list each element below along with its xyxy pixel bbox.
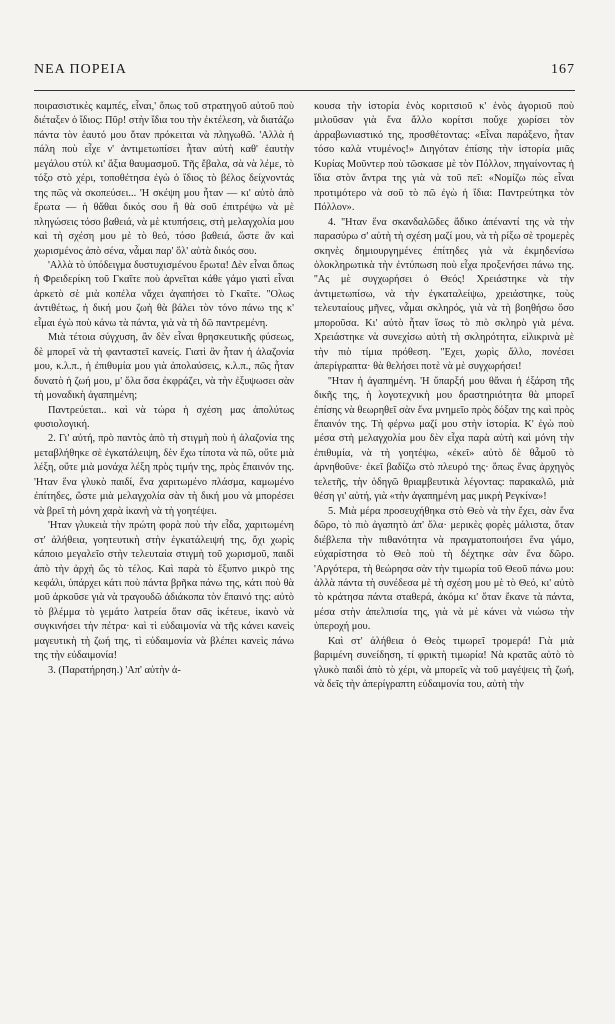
right-column <box>314 100 574 693</box>
header-rule <box>34 90 575 91</box>
paragraph: Καὶ στ' ἀλήθεια ὁ Θεὸς τιμωρεῖ τρομερά! Γιὰ μιὰ βαριμένη συνείδηση, τί φρικτὴ τιμωρία! Νὰ κρατᾶς αὐτὸ τὸ γλυκὸ παιδὶ ἀπὸ τὸ χέρι, νὰ μπορεῖς νὰ τοῦ μαγέψεις τὴ ζωή, νὰ δεῖς τὴν ἀπερίγραπτη εὐδαιμονία του, αὐτὴ τὴν <box>314 635 574 691</box>
paragraph: Μιὰ τέτοια σύγχυση, ἂν δὲν εἶναι θρησκευτικῆς φύσεως, δὲ μπορεῖ νὰ τὴ φανταστεῖ κανείς. Γιατὶ ἂν ἦταν ἡ ἀλαζονία μου, κ.λ.π., ἡ ἐπιθυμία μου γιὰ ἀπολαύσεις, κ.λ.π., πῶς ἦταν δυνατὸ ἡ ζωή μου, μ' ὅλα ὅσα ἐκφράζει, νὰ τὴν ἐξυψωσει σὰν τὴ μοναδικὴ ἀγαπημένη; <box>34 332 294 402</box>
paragraph: 5. Μιὰ μέρα προσευχήθηκα στὸ Θεὸ νὰ τὴν ἔχει, σὰν ἕνα δῶρο, τὸ πιὸ ἀγαπητὸ ἀπ' ὅλα· μερικὲς φορὲς μάλιστα, ὅταν διέβλεπα τὴν πιθανότητα νὰ πραγματοποιήσει ἕνα γάμο, εὐχαρίστησα τὸ Θεὸ ποὺ τὴ δέχτηκε σὰν ἕνα δῶρο. 'Αργότερα, τὴ θεώρησα σὰν τὴν τιμωρία τοῦ Θεοῦ πάνω μου: ἀλλὰ πάντα τὴ συνέδεσα μὲ τὴ σχέση μου μὲ τὸ Θεό, κι' αὐτὸ τὸ κράτησα πάντα σταθερά, ἀκόμα κι' ὅταν ἔκανε τὰ πάντα, μέσα στὴν ἀπελπισία της, γιὰ νὰ μὲ κάνει νὰ νιώσω τὴν ὑπεροχή μου. <box>314 505 574 633</box>
paragraph: 2. Γι' αὐτή, πρὸ παντὸς ἀπὸ τὴ στιγμὴ ποὺ ἡ ἀλαζονία της μεταβλήθηκε σὲ ἐγκατάλειψη, δὲν ἔχω τίποτα νὰ πῶ, οὔτε μιὰ λέξη, οὔτε μιὰ μονάχα λέξη πρὸς τιμήν της, πρὸς ἔπαινόν της. 'Ηταν ἕνα γλυκὸ παιδί, ἕνα χαριτωμένο πλάσμα, καμωμένο ἐπίτηδες, ὥστε μιὰ μελαγχολία σὰν τὴ δική μου νὰ μπορέσει νὰ βρεῖ τὴ μόνη χαρὰ ἱκανὴ νὰ τὴ γοητέψει. <box>34 433 294 517</box>
paragraph: 4. ''Ηταν ἕνα σκανδαλῶδες ἄδικο ἀπέναντί της νὰ τὴν παρασύρω σ' αὐτὴ τὴ σχέση μαζί μου, νὰ τὴ ρίξω σὲ τρομερὲς σκηνὲς δημιουργημένες ἐπίτηδες γιὰ νὰ ἐκμηδενίσω ὁλοκληρωτικὰ τὴν ἐντύπωση ποὺ εἶχα προξενήσει πάνω της. ''Ας μὲ συγχωρήσει ὁ Θεός! Χρειάστηκε νὰ τὴν ἀντιμετωπίσω, νὰ τὴν ἐγκαταλείψω, χρειάστηκε, τοὺς τελευταίους μῆνες, νἆμαι σκληρός, γιὰ νὰ τὴ βοηθήσω ὅσο μποροῦσα. Κι' αὐτὸ ἦταν ἴσως τὸ πιὸ σκληρὸ γιὰ μένα. Χρειάστηκε νὰ συνεχίσω αὐτὴ τὴ σκληρότητα, εἰλικρινὰ μὲ τὴν πιὸ τίμια πρόθεση. ''Εχει, χωρὶς ἄλλο, πονέσει ἀπερίγραπτα· θὰ θελήσει ποτὲ νὰ μὲ συγχωρήσει! <box>314 216 574 373</box>
paragraph: 3. (Παρατήρηση.) 'Απ' αὐτὴν ἀ- <box>48 664 181 676</box>
paragraph: ''Ηταν ἡ ἀγαπημένη. 'Η ὕπαρξή μου θἄναι ἡ ἐξάρση τῆς δικῆς της, ἡ λογοτεχνικὴ μου δραστηριότητα θὰ μπορεῖ ἐπίσης νὰ θεωρηθεῖ σὰν ἕνα μνημεῖο πρὸς δόξαν της καὶ πρὸς ἔπαινόν της. Τὴ φέρνω μαζί μου στὴν ἱστορία. Κ' ἐγὼ ποὺ μέσα στὴ μελαγχολία μου δὲν εἶχα παρὰ αὐτὴ καὶ μόνη τὴν ἐπιθυμία, νὰ τὴ γοητέψω, «ἐκεῖ» αὐτὸ δὲ θἆμοῦ τὸ ἀρνηθοῦνε· ἐκεῖ βαδίζω στὸ πλευρό της· ὅπως ἕνας ἀρχηγὸς τελετῆς, τὴν ὁδηγῶ θριαμβευτικὰ λέγοντας: παρακαλῶ, μιὰ θέση γι' αὐτή, γιὰ «τὴν ἀγαπημένη μας μικρὴ Ρεγκίνα»! <box>314 375 574 503</box>
paragraph: ποιρασιστικὲς καμπές, εἶναι,' ὅπως τοῦ στρατηγοῦ αὐτοῦ ποὺ διέταξεν ὁ ἴδιος: Πῦρ! στὴν ἴδια του τὴν ἐκτέλεση, νὰ διατάζω πάντα τὸν ἑαυτό μου ὅταν πρόκειται νὰ πληγωθῶ. 'Αλλὰ ἡ πάλη ποὺ εἶχε ν' ἀντιμετωπίσει ἦταν αὐτὴ καθ' ἑαυτὴν μεγάλου στύλ κι' ἄξια θαυμασμοῦ. Τῆς ἔβαλα, σὰ νὰ λέμε, τὸ τόξο στὸ χέρι, τοποθέτησα ἐγὼ ὁ ἴδιος τὸ βέλος δείχνοντάς της πῶς νὰ σκοπεύσει... 'Η σκέψη μου ἦταν — κι' αὐτὸ ἀπὸ ἔρωτα — ἡ θἄθαι δικός σου ἢ θὰ σοῦ ἐπιτρέψω νὰ μὲ πληγώσεις τόσο βαθειά, νὰ μὲ κτυπήσεις, στὴ μελαγχολία μου καὶ τὴ σχέση μου μὲ τὸ θεό, τόσο βαθειά, ὥστε ἂν καὶ χωρισμένος ἀπὸ σένα, νἆμαι παρ' ὅλ' αὐτὰ δικός σου. <box>34 101 295 257</box>
page-number: 167 <box>551 62 575 77</box>
paragraph: Παντρεύεται.. καὶ νὰ τώρα ἡ σχέση μας ἀπολύτως φυσιολογική. <box>34 404 294 430</box>
paragraph: 'Αλλὰ τὸ ὑπόδειγμα δυστυχισμένου ἔρωτα! Δὲν εἶναι ὅπως ἡ Φρειδερίκη τοῦ Γκαῖτε ποὺ ἀρνεῖται κάθε γάμο γιατὶ εἶναι ἀρκετὸ σὲ μιὰ κοπέλα νἄχει ἀγαπήσει τὸ Γκαῖτε. ''Ολως ἀντιθέτως, ἡ δική μου ζωὴ θὰ βάλει τὸν τόνο πάνω της κ' εἶμαι ἐγὼ ποὺ κάνω τὰ πάντα, γιὰ νὰ τὴ δῶ παντρεμένη. <box>34 259 294 329</box>
journal-title: ΝΕΑ ΠΟΡΕΙΑ <box>34 62 127 77</box>
left-column <box>34 100 294 678</box>
running-header <box>34 62 575 78</box>
paragraph: 'Ηταν γλυκειὰ τὴν πρώτη φορὰ ποὺ τὴν εἶδα, χαριτωμένη στ' ἀλήθεια, γοητευτικὴ στὴν ἐγκατάλειψή της, ὄχι χωρὶς κάποιο μεγαλεῖο στὴν τελευταία στιγμὴ τοῦ χωρισμοῦ, παιδὶ ἀπὸ τὴν ἀρχὴ ὥς τὸ τέλος. Καὶ παρὰ τὸ ἔξυπνο μικρὸ της κεφάλι, ὑπάρχει κάτι ποὺ πάντα βρῆκα πάνω της, κάτι ποὺ θὰ μοῦ ἀρκοῦσε γιὰ νὰ τραγουδῶ ἀδιάκοπα τὸν ἔπαινό της: αὐτὸ τὸ βλέμμα τὸ γεμάτο λατρεία ὅταν σᾶς ἱκέτευε, ἱκανὸ νὰ συγκινήσει τὴν πέτρα· καὶ τὶ εὐδαιμονία νὰ τῆς κάνει κανεὶς μαγευτικὴ τὴ ζωή της, τὶ εὐδαιμονία νὰ βλέπει κανεὶς πάνω της τὴν εὐδαιμονία! <box>34 520 294 662</box>
paragraph: κουσα τὴν ἱστορία ἑνὸς κοριτσιοῦ κ' ἑνὸς ἀγοριοῦ ποὺ μιλοῦσαν γιὰ ἕνα ἄλλο κορίτσι ποὔχε χωρίσει τὸν ἀρραβωνιαστικό της, προσθέτοντας: «Εἶναι παράξενο, ἦταν τόσο καλὰ ντυμένος!» Διηγόταν ἐπίσης τὴν ἱστορία μιᾶς Κυρίας Μοῦντερ ποὺ τῶσκασε μὲ τὸν Πόλλον, πηγαίνοντας ἡ ἴδια στὸν ἄντρα της γιὰ νὰ τοῦ πεῖ: «Νομίζω πὼς εἶναι προτιμότερο νὰ σοῦ τὸ πῶ ἐγὼ ἡ ἴδια: Παντρεύτηκα τὸν Πόλλον». <box>314 101 574 214</box>
